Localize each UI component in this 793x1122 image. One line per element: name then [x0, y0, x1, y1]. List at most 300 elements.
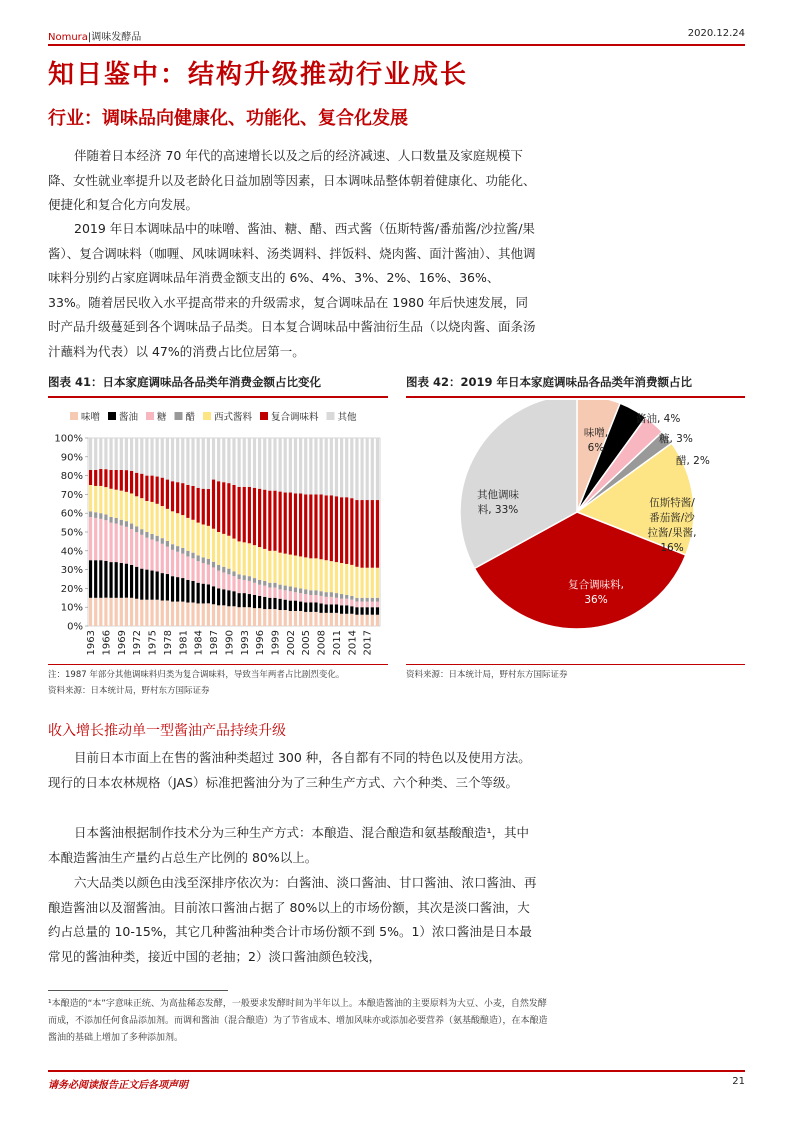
bar-1977-vinegar: [161, 538, 164, 544]
bar-1977-sugar: [161, 544, 164, 573]
bar-2003-western: [294, 556, 297, 588]
bar-2004-sugar: [299, 593, 302, 601]
bar-2019-soy: [376, 607, 379, 615]
bar-2003-soy: [294, 601, 297, 611]
bar-1995-sugar: [253, 583, 256, 595]
bar-2009-miso: [325, 613, 328, 626]
x-tick-label: 2005: [301, 630, 313, 656]
bar-1964-miso: [94, 598, 97, 626]
bar-2017-western: [366, 568, 369, 598]
bar-1967-sugar: [109, 523, 112, 562]
bar-1985-other: [202, 438, 205, 489]
bar-2019-vinegar: [376, 598, 379, 602]
bar-1986-compound: [207, 489, 210, 526]
legend-label: 西式酱料: [214, 412, 253, 423]
bar-2008-sugar: [320, 596, 323, 604]
bar-1979-vinegar: [171, 544, 174, 550]
legend-item-5: [260, 411, 319, 423]
bar-1982-western: [186, 518, 189, 551]
bar-1964-western: [94, 486, 97, 512]
bar-2006-vinegar: [309, 590, 312, 595]
legend-swatch: [146, 412, 154, 420]
bar-1972-western: [135, 496, 138, 526]
bar-1967-miso: [109, 598, 112, 626]
bar-1998-miso: [268, 609, 271, 626]
x-tick-label: 1987: [209, 630, 221, 656]
bar-1996-vinegar: [258, 580, 261, 585]
intro-paragraph-2: 2019 年日本调味品中的味噌、酱油、糖、醋、西式酱（伍斯特酱/番茄酱/沙拉酱/果酱）、复合调味料（咖喱、风味调味料、汤类调料、拌饭料、烧肉酱、面汁酱油）、其他调味料分别约占家庭调味品年消费金额支出的 6%、4%、3%、2%、16%、36%、33%。随着居民收入水平提高带来的升级需求，复合调味品在 1980 年后快速发展，同时产品升级蔓延到各个调味品子品类。日本复合调味品中酱油衍生品（以烧肉酱、面条汤汁蘸料为代表）以 47%的消费占比位居第一。: [48, 221, 536, 359]
bar-1978-miso: [166, 600, 169, 626]
bar-1994-soy: [248, 594, 251, 607]
bar-1986-sugar: [207, 565, 210, 585]
bar-1977-compound: [161, 478, 164, 506]
bar-2001-sugar: [284, 590, 287, 599]
bar-1988-sugar: [217, 571, 220, 589]
bar-2009-sugar: [325, 597, 328, 605]
legend-item-0: [70, 411, 100, 423]
footer-rule: [48, 1070, 745, 1072]
bar-1993-sugar: [243, 580, 246, 593]
bar-2008-western: [320, 559, 323, 591]
bar-1983-other: [191, 438, 194, 486]
pie-label-miso: 味噌, 6%: [583, 427, 609, 454]
bar-1982-sugar: [186, 556, 189, 580]
bar-2005-miso: [304, 612, 307, 626]
report-date: 2020.12.24: [687, 28, 745, 39]
bar-1977-other: [161, 438, 164, 478]
bar-1993-miso: [243, 607, 246, 626]
bar-1988-other: [217, 438, 220, 481]
bar-1970-soy: [125, 564, 128, 598]
bar-1983-sugar: [191, 558, 194, 581]
bar-1964-sugar: [94, 518, 97, 560]
bar-1980-sugar: [176, 552, 179, 577]
bar-1991-vinegar: [232, 571, 235, 576]
bar-2004-vinegar: [299, 588, 302, 593]
bar-2018-western: [371, 568, 374, 598]
bar-2006-miso: [309, 612, 312, 626]
bar-1996-western: [258, 547, 261, 580]
bar-1976-compound: [156, 477, 159, 504]
bar-1976-western: [156, 504, 159, 536]
pie-label-western: 伍斯特酱/番茄酱/沙拉酱/果酱, 16%: [647, 497, 697, 554]
bar-2017-vinegar: [366, 598, 369, 602]
bar-2011-compound: [335, 496, 338, 562]
bar-1966-sugar: [104, 520, 107, 561]
bar-2012-miso: [340, 614, 343, 626]
bar-2017-sugar: [366, 602, 369, 608]
figure-41-bottom-rule: [48, 664, 388, 665]
bar-1991-compound: [232, 485, 235, 539]
bar-1968-soy: [115, 562, 118, 598]
bar-2013-sugar: [345, 599, 348, 606]
bar-2016-compound: [360, 500, 363, 568]
bar-2016-vinegar: [360, 598, 363, 602]
bar-1969-compound: [120, 470, 123, 491]
bar-1968-western: [115, 490, 118, 518]
bar-1976-other: [156, 438, 159, 477]
bar-1999-other: [273, 438, 276, 491]
legend-swatch: [108, 412, 116, 420]
bar-2000-soy: [279, 599, 282, 610]
bar-2010-western: [330, 561, 333, 592]
section-subtitle: 行业：调味品向健康化、功能化、复合化发展: [48, 108, 408, 129]
bar-1975-other: [150, 438, 153, 476]
page-number: 21: [732, 1076, 745, 1087]
bar-2007-vinegar: [314, 590, 317, 595]
bar-1986-miso: [207, 603, 210, 626]
bar-1974-sugar: [145, 538, 148, 570]
bar-2017-miso: [366, 615, 369, 626]
bar-1978-compound: [166, 480, 169, 509]
x-tick-label: 2008: [316, 630, 328, 656]
bar-1971-vinegar: [130, 524, 133, 530]
bar-1980-miso: [176, 602, 179, 626]
bar-1989-sugar: [222, 572, 225, 589]
bar-1966-miso: [104, 598, 107, 626]
bar-2011-vinegar: [335, 593, 338, 598]
bar-1984-miso: [197, 603, 200, 626]
bar-1965-other: [99, 438, 102, 469]
bar-1967-other: [109, 438, 112, 470]
brand-name: Nomura: [48, 32, 88, 43]
legend-item-1: [108, 411, 139, 423]
bar-1976-vinegar: [156, 536, 159, 542]
bar-1979-compound: [171, 481, 174, 511]
bar-2000-other: [279, 438, 282, 492]
bar-2009-vinegar: [325, 592, 328, 597]
bar-1977-soy: [161, 573, 164, 600]
bar-1995-miso: [253, 608, 256, 626]
bar-1992-compound: [238, 487, 241, 542]
bar-1999-sugar: [273, 587, 276, 597]
bar-2015-miso: [355, 615, 358, 626]
bar-1969-miso: [120, 598, 123, 626]
bar-1982-soy: [186, 580, 189, 603]
bar-2004-miso: [299, 611, 302, 626]
bar-1964-compound: [94, 470, 97, 486]
figure-42-rule: [406, 396, 745, 398]
bar-1986-soy: [207, 584, 210, 603]
bar-2002-sugar: [289, 591, 292, 600]
bar-1997-compound: [263, 490, 266, 549]
bar-1997-vinegar: [263, 581, 266, 586]
bar-1982-miso: [186, 603, 189, 627]
bar-1990-vinegar: [227, 569, 230, 575]
bar-1991-soy: [232, 591, 235, 606]
bar-1988-soy: [217, 588, 220, 605]
legend-item-2: [146, 411, 167, 423]
bar-2015-vinegar: [355, 598, 358, 602]
bar-2008-compound: [320, 494, 323, 559]
bar-2012-vinegar: [340, 594, 343, 599]
bar-2018-compound: [371, 500, 374, 568]
report-section: |调味发酵品: [87, 32, 142, 43]
bar-1990-miso: [227, 606, 230, 626]
bar-2010-vinegar: [330, 592, 333, 597]
bar-2015-other: [355, 438, 358, 500]
bar-1966-western: [104, 487, 107, 514]
bar-2012-western: [340, 563, 343, 594]
bar-1978-other: [166, 438, 169, 480]
bar-2003-compound: [294, 493, 297, 555]
bar-2002-other: [289, 438, 292, 493]
bar-1995-soy: [253, 595, 256, 608]
bar-1965-soy: [99, 560, 102, 598]
bar-2015-sugar: [355, 602, 358, 608]
figure-41-stacked-bar-chart: [48, 400, 388, 662]
bar-2019-miso: [376, 615, 379, 626]
footnote: ¹本酿造的“本”字意味正统、为高盐稀态发酵，一般要求发酵时间为半年以上。本酿造酱油的主要原料为大豆、小麦，自然发酵而成，不添加任何食品添加剂。而调和酱油（混合酿造）为了节省成本、增加风味亦或添加必要营养（氨基酸酿造），在本酿造酱油的基础上增加了多种添加剂。: [48, 999, 548, 1043]
bar-2007-western: [314, 558, 317, 590]
bar-2008-soy: [320, 603, 323, 612]
bar-1978-vinegar: [166, 541, 169, 547]
bar-1977-miso: [161, 600, 164, 626]
bar-2012-soy: [340, 605, 343, 613]
bar-1972-sugar: [135, 532, 138, 567]
bar-1996-sugar: [258, 585, 261, 596]
bar-2001-compound: [284, 493, 287, 554]
bar-2009-compound: [325, 495, 328, 560]
bar-1985-vinegar: [202, 557, 205, 563]
y-tick-label: 60%: [60, 508, 83, 520]
bar-1976-sugar: [156, 541, 159, 571]
bar-1980-vinegar: [176, 546, 179, 552]
bar-1998-soy: [268, 598, 271, 609]
footnote-rule: [48, 990, 228, 991]
bar-1970-western: [125, 492, 128, 521]
bar-1972-soy: [135, 567, 138, 599]
figure-42-source: 资料来源：日本统计局，野村东方国际证券: [406, 670, 568, 680]
bar-1985-soy: [202, 584, 205, 604]
bar-1975-compound: [150, 476, 153, 502]
bar-2016-other: [360, 438, 363, 500]
bar-1993-vinegar: [243, 575, 246, 580]
bar-1984-vinegar: [197, 556, 200, 562]
bar-2005-western: [304, 557, 307, 589]
bar-1992-other: [238, 438, 241, 487]
bar-2019-compound: [376, 500, 379, 568]
x-tick-label: 1984: [193, 630, 205, 656]
bar-1997-sugar: [263, 586, 266, 597]
bar-1999-miso: [273, 609, 276, 626]
bar-1979-soy: [171, 576, 174, 601]
bar-2018-miso: [371, 615, 374, 626]
bar-1994-western: [248, 543, 251, 576]
bar-1969-other: [120, 438, 123, 470]
bar-2011-sugar: [335, 598, 338, 605]
bar-1978-sugar: [166, 547, 169, 574]
bar-1978-western: [166, 509, 169, 541]
bar-1984-western: [197, 523, 200, 556]
bar-1981-western: [181, 515, 184, 548]
bar-1990-sugar: [227, 574, 230, 590]
bar-1965-vinegar: [99, 513, 102, 519]
bar-1987-miso: [212, 604, 215, 626]
bar-1979-sugar: [171, 550, 174, 576]
bar-2001-vinegar: [284, 586, 287, 591]
bar-2007-other: [314, 438, 317, 494]
bar-1990-compound: [227, 483, 230, 536]
soy-paragraph-2: 日本酱油根据制作技术分为三种生产方式：本酿造、混合酿造和氨基酸酿造¹，其中本酿造酱油生产量约占总生产比例的 80%以上。: [48, 825, 530, 865]
y-tick-label: 20%: [60, 583, 83, 595]
bar-1987-soy: [212, 586, 215, 604]
bar-2005-compound: [304, 494, 307, 557]
bar-1997-soy: [263, 597, 266, 609]
bar-1980-other: [176, 438, 179, 482]
bar-2005-other: [304, 438, 307, 494]
bar-1983-compound: [191, 486, 194, 520]
bar-1970-other: [125, 438, 128, 470]
pie-label-sugar: 糖, 3%: [659, 433, 693, 445]
figure-41-rule: [48, 396, 388, 398]
bar-1969-soy: [120, 563, 123, 598]
bar-1981-miso: [181, 602, 184, 626]
bar-1981-compound: [181, 483, 184, 515]
footer-disclaimer-link[interactable]: 请务必阅读报告正文后各项声明: [48, 1080, 188, 1091]
bar-1981-sugar: [181, 554, 184, 578]
bar-1998-sugar: [268, 587, 271, 597]
y-tick-label: 10%: [60, 602, 83, 614]
bar-2000-sugar: [279, 589, 282, 598]
bar-2007-soy: [314, 603, 317, 612]
bar-2004-other: [299, 438, 302, 493]
x-tick-label: 1966: [101, 630, 113, 656]
bar-1967-vinegar: [109, 517, 112, 523]
bar-1964-soy: [94, 560, 97, 598]
bar-1993-compound: [243, 487, 246, 542]
bar-1983-western: [191, 520, 194, 553]
bar-1975-miso: [150, 600, 153, 626]
y-tick-label: 30%: [60, 565, 83, 577]
bar-1987-sugar: [212, 567, 215, 586]
bar-2019-western: [376, 568, 379, 598]
bar-1987-other: [212, 438, 215, 480]
bar-1993-western: [243, 542, 246, 575]
bar-1970-miso: [125, 598, 128, 626]
bar-1970-vinegar: [125, 521, 128, 527]
bar-1987-vinegar: [212, 562, 215, 568]
bar-1974-compound: [145, 476, 148, 501]
bar-1981-vinegar: [181, 548, 184, 554]
bar-2014-other: [350, 438, 353, 498]
bar-2001-miso: [284, 610, 287, 626]
bar-1970-compound: [125, 470, 128, 492]
bar-2009-soy: [325, 604, 328, 612]
bar-2010-other: [330, 438, 333, 495]
bar-1975-soy: [150, 571, 153, 600]
x-tick-label: 1969: [116, 630, 128, 656]
bar-1973-miso: [140, 600, 143, 626]
bar-1986-western: [207, 526, 210, 559]
bar-1996-compound: [258, 489, 261, 547]
bar-1985-compound: [202, 489, 205, 525]
y-tick-label: 50%: [60, 527, 83, 539]
intro-paragraph-1: 伴随着日本经济 70 年代的高速增长以及之后的经济减速、人口数量及家庭规模下降、女性就业率提升以及老龄化日益加剧等因素，日本调味品整体朝着健康化、功能化、便捷化和复合化方向发展。: [48, 148, 536, 212]
bar-1993-soy: [243, 593, 246, 607]
pie-label-compound: 复合调味料, 36%: [568, 579, 624, 606]
bar-1973-compound: [140, 474, 143, 498]
bar-1989-miso: [222, 605, 225, 626]
bar-1999-western: [273, 551, 276, 583]
bar-2011-miso: [335, 613, 338, 626]
bar-1966-other: [104, 438, 107, 469]
bar-1998-other: [268, 438, 271, 491]
bar-1980-western: [176, 513, 179, 546]
bar-2014-soy: [350, 606, 353, 614]
bar-2006-soy: [309, 603, 312, 612]
bar-1966-vinegar: [104, 515, 107, 521]
bar-1991-sugar: [232, 576, 235, 591]
bar-1990-other: [227, 438, 230, 483]
figure-42-bottom-rule: [406, 664, 745, 665]
legend-label: 其他: [337, 412, 357, 423]
x-tick-label: 1993: [239, 630, 251, 656]
bar-1963-miso: [89, 598, 92, 626]
bar-1971-compound: [130, 471, 133, 494]
legend-label: 醋: [185, 412, 196, 423]
bar-2013-miso: [345, 614, 348, 626]
bar-2003-other: [294, 438, 297, 493]
bar-2016-sugar: [360, 602, 363, 608]
bar-1973-sugar: [140, 535, 143, 569]
bar-1968-vinegar: [115, 518, 118, 524]
bar-1991-miso: [232, 606, 235, 626]
bar-2007-miso: [314, 612, 317, 626]
bar-2000-vinegar: [279, 585, 282, 590]
bar-1998-western: [268, 551, 271, 583]
figure-42-title: 图表 42：2019 年日本家庭调味品各品类年消费额占比: [406, 375, 693, 389]
bar-1989-compound: [222, 482, 225, 534]
bar-2014-sugar: [350, 600, 353, 607]
x-tick-label: 1999: [270, 630, 282, 656]
bar-2018-soy: [371, 607, 374, 615]
bar-1972-miso: [135, 599, 138, 626]
bar-1971-sugar: [130, 529, 133, 565]
bar-1991-other: [232, 438, 235, 485]
page-header: [48, 28, 745, 42]
bar-1975-vinegar: [150, 534, 153, 540]
bar-1995-western: [253, 545, 256, 578]
bar-1984-compound: [197, 488, 200, 523]
bar-1968-other: [115, 438, 118, 470]
bar-1994-vinegar: [248, 576, 251, 581]
bar-1989-western: [222, 534, 225, 567]
bar-2001-western: [284, 554, 287, 586]
bar-1974-soy: [145, 570, 148, 600]
bar-1983-vinegar: [191, 553, 194, 559]
bar-2015-compound: [355, 500, 358, 567]
bar-1969-vinegar: [120, 520, 123, 526]
bar-2013-vinegar: [345, 595, 348, 599]
section-heading-soy-sauce: 收入增长推动单一型酱油产品持续升级: [48, 723, 286, 739]
bar-2007-sugar: [314, 595, 317, 603]
bar-1973-western: [140, 498, 143, 529]
bar-2005-sugar: [304, 594, 307, 602]
y-tick-label: 90%: [60, 452, 83, 464]
bar-1984-sugar: [197, 561, 200, 583]
bar-1985-miso: [202, 603, 205, 626]
bar-1990-soy: [227, 590, 230, 606]
bar-1969-western: [120, 491, 123, 520]
legend-swatch: [327, 412, 335, 420]
bar-1998-vinegar: [268, 583, 271, 588]
bar-2010-compound: [330, 495, 333, 561]
legend-label: 糖: [157, 412, 167, 423]
bar-1988-western: [217, 532, 220, 565]
bar-2018-sugar: [371, 602, 374, 608]
bar-2014-vinegar: [350, 596, 353, 600]
